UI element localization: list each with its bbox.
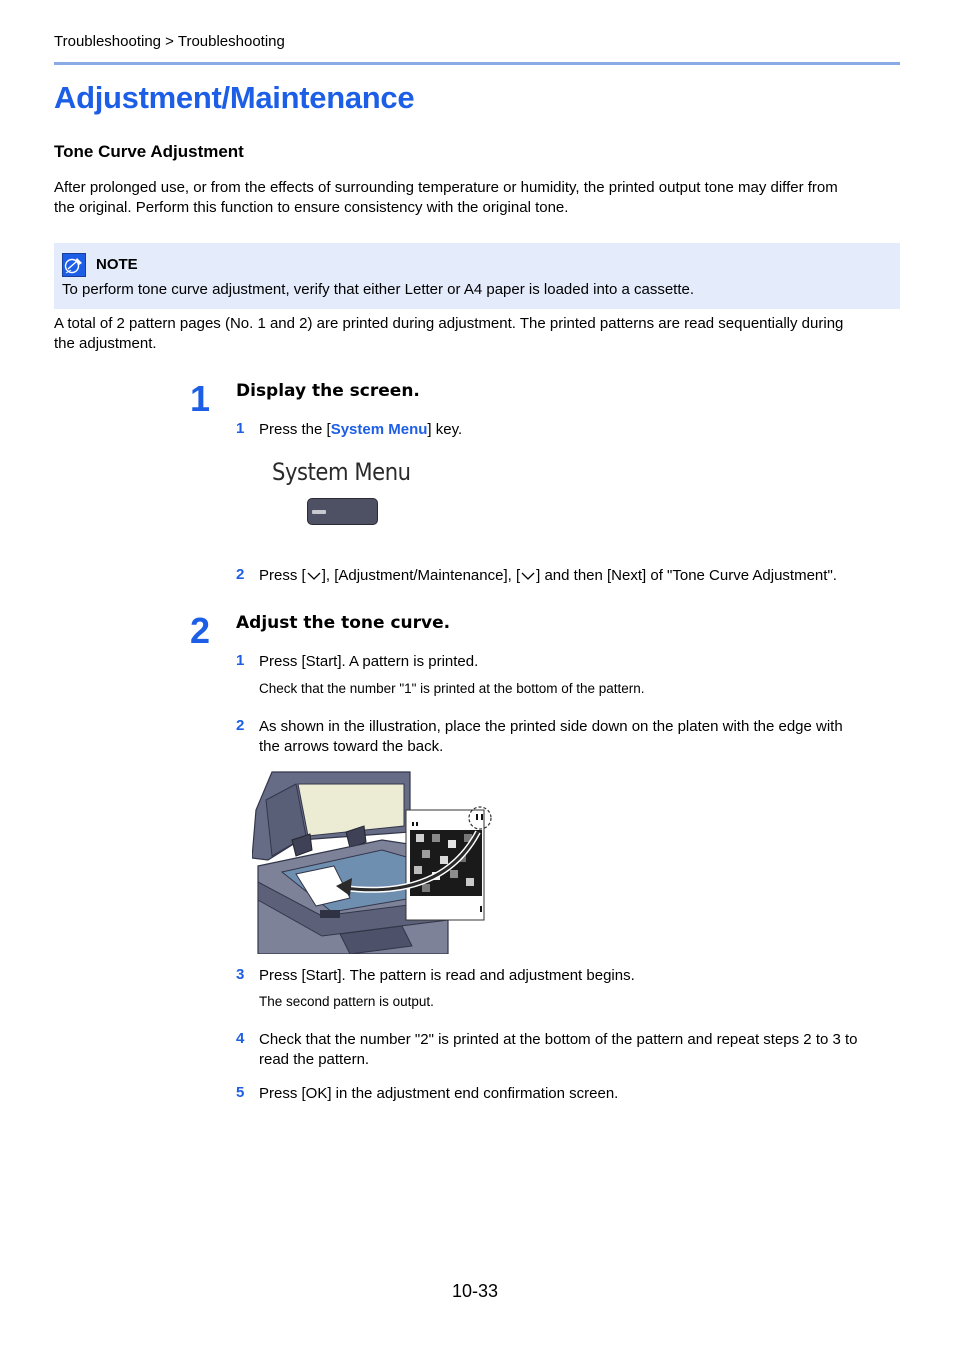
step-2-sub-5-text: Press [OK] in the adjustment end confirmation screen.: [259, 1085, 619, 1102]
text-segment: ] and then [Next] of "Tone Curve Adjustment".: [536, 567, 837, 584]
key-indicator: [312, 510, 326, 514]
system-menu-key[interactable]: [307, 498, 378, 525]
total-paragraph: [54, 314, 904, 353]
note-icon: [62, 253, 86, 277]
platen-placement-illustration: [252, 770, 496, 954]
system-menu-link: System Menu: [330, 421, 428, 438]
chevron-down-icon: [520, 570, 536, 582]
text-segment: ], [Adjustment/Maintenance], [: [321, 567, 521, 584]
breadcrumb: Troubleshooting > Troubleshooting: [54, 33, 285, 50]
text-segment: ] key.: [427, 421, 463, 438]
step-2-sub-3-text: Press [Start]. The pattern is read and adjustment begins.: [259, 967, 635, 984]
text-line: As shown in the illustration, place the printed side down on the platen with the edge with: [259, 718, 843, 735]
step-2-sub-1-number: 1: [236, 652, 245, 669]
total-line: A total of 2 pattern pages (No. 1 and 2) are printed during adjustment. The printed patterns are read sequentially during: [54, 315, 844, 332]
note-label: NOTE: [96, 256, 138, 273]
total-line: the adjustment.: [54, 334, 157, 352]
text-line: read the pattern.: [259, 1050, 370, 1068]
chevron-down-icon: [306, 570, 322, 582]
text-segment: Press [: [259, 567, 306, 584]
intro-line: the original. Perform this function to ensure consistency with the original tone.: [54, 198, 569, 216]
step-1-sub-1-text: [259, 420, 901, 440]
step-2-number: 2: [190, 610, 211, 651]
text-line: the arrows toward the back.: [259, 737, 444, 755]
text-segment: Press the [: [259, 421, 331, 438]
step-2-title: Adjust the tone curve.: [236, 613, 451, 633]
note-box: [54, 243, 900, 309]
step-2-sub-4-text: [259, 1030, 901, 1069]
intro-paragraph: [54, 178, 904, 217]
step-1-sub-2-text: [259, 566, 901, 586]
step-2-sub-2-number: 2: [236, 717, 245, 734]
step-2-sub-3-number: 3: [236, 966, 245, 983]
intro-line: After prolonged use, or from the effects of surrounding temperature or humidity, the printed output tone may differ from: [54, 179, 838, 196]
step-1-sub-2-number: 2: [236, 566, 245, 583]
system-menu-key-label: System Menu: [272, 458, 411, 486]
text-line: Check that the number "2" is printed at the bottom of the pattern and repeat steps 2 to 3 to: [259, 1031, 858, 1048]
step-2-sub-5-number: 5: [236, 1084, 245, 1101]
note-text: To perform tone curve adjustment, verify that either Letter or A4 paper is loaded into a cassette.: [62, 281, 695, 298]
step-1-title: Display the screen.: [236, 381, 420, 401]
section-title: Tone Curve Adjustment: [54, 142, 244, 161]
step-2-sub-4-number: 4: [236, 1030, 245, 1047]
header-rule: [54, 62, 900, 65]
step-2-sub-2-text: [259, 717, 901, 756]
step-2-sub-3-note: The second pattern is output.: [259, 994, 434, 1009]
step-2-sub-1-note: Check that the number "1" is printed at the bottom of the pattern.: [259, 681, 645, 696]
page-number: 10-33: [452, 1281, 499, 1301]
page-title: Adjustment/Maintenance: [54, 80, 415, 115]
step-2-sub-1-text: Press [Start]. A pattern is printed.: [259, 653, 479, 670]
step-1-number: 1: [190, 378, 211, 419]
step-1-sub-1-number: 1: [236, 420, 245, 437]
